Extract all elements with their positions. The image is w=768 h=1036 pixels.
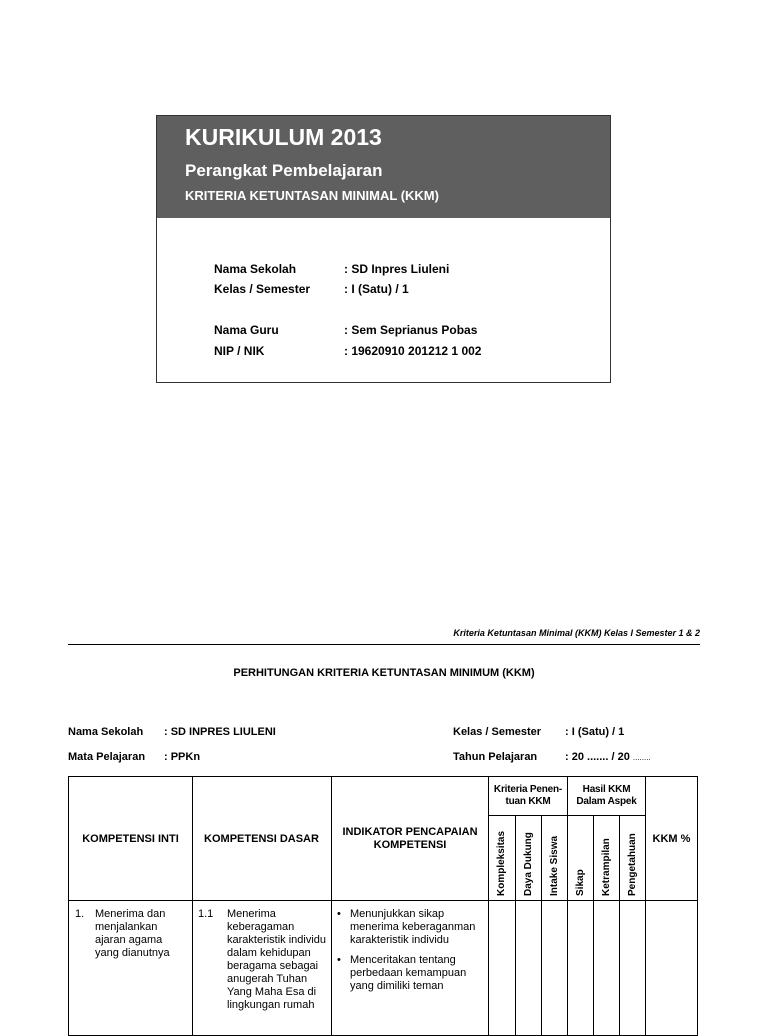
cover-value-nama-sekolah: : SD Inpres Liuleni: [344, 262, 450, 276]
document-title: PERHITUNGAN KRITERIA KETUNTASAN MINIMUM (KKM): [233, 667, 535, 679]
label-mata-pelajaran: Mata Pelajaran: [68, 751, 146, 763]
cover-header: [157, 116, 610, 218]
header-daya-dukung: Daya Dukung: [523, 832, 534, 896]
header-kompetensi-dasar: KOMPETENSI DASAR: [204, 833, 319, 845]
indikator-item: • Menunjukkan sikap menerima keberaganman karakteristik individu: [333, 908, 489, 947]
col-divider: [619, 815, 620, 1035]
value-mata-pelajaran: : PPKn: [164, 751, 201, 763]
cover-value-nip: : 19620910 201212 1 002: [344, 344, 482, 358]
kd-number: 1.1: [198, 908, 214, 920]
header-sikap: Sikap: [575, 869, 586, 896]
header-rule: [68, 644, 700, 645]
header-subdivider: [488, 815, 645, 816]
header-kompetensi-inti: KOMPETENSI INTI: [82, 833, 179, 845]
cover-value-nama-guru: : Sem Seprianus Pobas: [344, 323, 478, 337]
indikator-list: [333, 908, 489, 1000]
col-divider: [331, 777, 332, 1035]
cover-label-nama-guru: Nama Guru: [214, 323, 279, 337]
header-intake-siswa: Intake Siswa: [549, 835, 560, 896]
cover-subtitle: Perangkat Pembelajaran: [185, 161, 383, 180]
cover-title: KURIKULUM 2013: [185, 124, 382, 150]
label-tahun-pelajaran: Tahun Pelajaran: [453, 751, 538, 763]
value-tahun-pelajaran: [565, 751, 651, 763]
cover-label-nip: NIP / NIK: [214, 344, 265, 358]
tahun-dots: ........: [632, 753, 651, 762]
kd-text: Menerima keberagaman karakteristik individu dalam kehidupan beragama sebagai anugerah Tuhan Yang Maha Esa di lingkungan rumah: [227, 908, 327, 1011]
value-kelas-semester: : I (Satu) / 1: [565, 726, 625, 738]
header-indikator: INDIKATOR PENCAPAIAN KOMPETENSI: [342, 826, 478, 851]
col-divider: [515, 815, 516, 1035]
col-divider: [645, 777, 646, 1035]
ki-number: 1.: [75, 908, 85, 920]
value-nama-sekolah: : SD INPRES LIULENI: [164, 726, 276, 738]
col-divider: [541, 815, 542, 1035]
header-kompleksitas: Kompleksitas: [496, 830, 507, 896]
ki-text: Menerima dan menjalankan ajaran agama yang dianutnya: [95, 908, 170, 959]
cover-label-nama-sekolah: Nama Sekolah: [214, 262, 297, 276]
col-divider: [192, 777, 193, 1035]
col-divider: [593, 815, 594, 1035]
label-nama-sekolah: Nama Sekolah: [68, 726, 144, 738]
cover-value-kelas: : I (Satu) / 1: [344, 282, 409, 296]
cover-box: [156, 115, 611, 383]
cover-label-kelas: Kelas / Semester: [214, 282, 311, 296]
cover-subtitle-kkm: KRITERIA KETUNTASAN MINIMAL (KKM): [185, 188, 439, 203]
running-header: Kriteria Ketuntasan Minimal (KKM) Kelas I Semester 1 & 2: [453, 628, 700, 638]
header-hasil-kkm: Hasil KKM Dalam Aspek: [576, 784, 637, 807]
header-pengetahuan: Pengetahuan: [627, 833, 638, 896]
header-kkm-percent: KKM %: [652, 833, 691, 845]
header-ketrampilan: Ketrampilan: [601, 838, 612, 896]
kkm-table: [68, 776, 698, 1036]
header-kriteria: Kriteria Penen-tuan KKM: [493, 784, 563, 807]
header-bottom-rule: [69, 900, 697, 901]
tahun-value-text: : 20 ....... / 20: [565, 751, 630, 763]
label-kelas-semester: Kelas / Semester: [453, 726, 542, 738]
indikator-item: • Menceritakan tentang perbedaan kemampuan yang dimiliki teman: [333, 954, 489, 993]
